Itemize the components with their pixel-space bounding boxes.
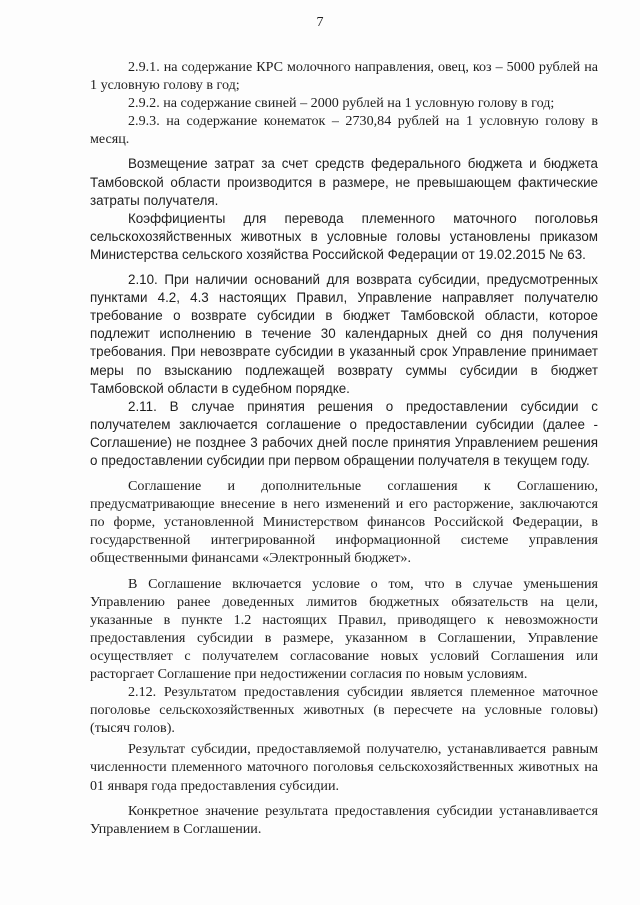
paragraph-2-9-2: 2.9.2. на содержание свиней – 2000 рублей на 1 условную голову в год; bbox=[128, 95, 555, 112]
paragraph-result: Результат субсидии, предоставляемой получателю, устанавливается равным численности племенного маточного поголовья сельскохозяйственных животных на 01 января года предоставления субсидии. bbox=[90, 741, 598, 794]
paragraph-reimbursement: Возмещение затрат за счет средств федерального бюджета и бюджета Тамбовской области производится в размере, не превышающем фактические затраты получателя. bbox=[90, 156, 598, 208]
paragraph-2-9-3: 2.9.3. на содержание конематок – 2730,84 рублей на 1 условную голову в месяц. bbox=[90, 113, 598, 148]
page-number: 7 bbox=[316, 15, 324, 30]
paragraph-2-12: 2.12. Результатом предоставления субсидии является племенное маточное поголовье сельскохозяйственных животных (в пересчете на условные головы) (тысяч голов). bbox=[90, 684, 598, 737]
paragraph-specific-value: Конкретное значение результата предоставления субсидии устанавливается Управлением в Соглашении. bbox=[90, 802, 598, 837]
paragraph-2-9-1: 2.9.1. на содержание КРС молочного направления, овец, коз – 5000 рублей на 1 условную голову в год; bbox=[90, 59, 598, 94]
paragraph-agreement-condition: В Соглашение включается условие о том, что в случае уменьшения Управлению ранее доведенных лимитов бюджетных обязательств на цели, указанные в пункте 1.2 настоящих Правил, приводящего к невозможности предоставления субсидии в размере, указанном в Соглашении, Управление осуществляет с получателем согласование новых условий Соглашения или расторгает Соглашение при недостижении согласия по новым условиям. bbox=[90, 575, 598, 682]
paragraph-coefficients: Коэффициенты для перевода племенного маточного поголовья сельскохозяйственных животных в условные головы установлены приказом Министерства сельского хозяйства Российской Федерации от 19.02.2015 № 63. bbox=[90, 210, 598, 262]
paragraph-agreement-form: Соглашение и дополнительные соглашения к Соглашению, предусматривающие внесение в него изменений и его расторжение, заключаются по форме, установленной Министерством финансов Российской Федерации, в государственной интегрированной информационной системе управления общественными финансами «Электронный бюджет». bbox=[90, 478, 598, 567]
document-body bbox=[90, 58, 598, 838]
paragraph-2-11: 2.11. В случае принятия решения о предоставлении субсидии с получателем заключается соглашение о предоставлении субсидии (далее - Соглашение) не позднее 3 рабочих дней после принятия Управлением решения о предоставлении субсидии при первом обращении получателя в текущем году. bbox=[90, 398, 598, 468]
paragraph-2-10: 2.10. При наличии оснований для возврата субсидии, предусмотренных пунктами 4.2, 4.3 настоящих Правил, Управление направляет получателю требование о возврате субсидии в бюджет Тамбовской области, которое подлежит исполнению в течение 30 календарных дней со дня получения требования. При невозврате субсидии в указанный срок Управление принимает меры по взысканию подлежащей возврату суммы субсидии в бюджет Тамбовской области в судебном порядке. bbox=[90, 272, 598, 396]
